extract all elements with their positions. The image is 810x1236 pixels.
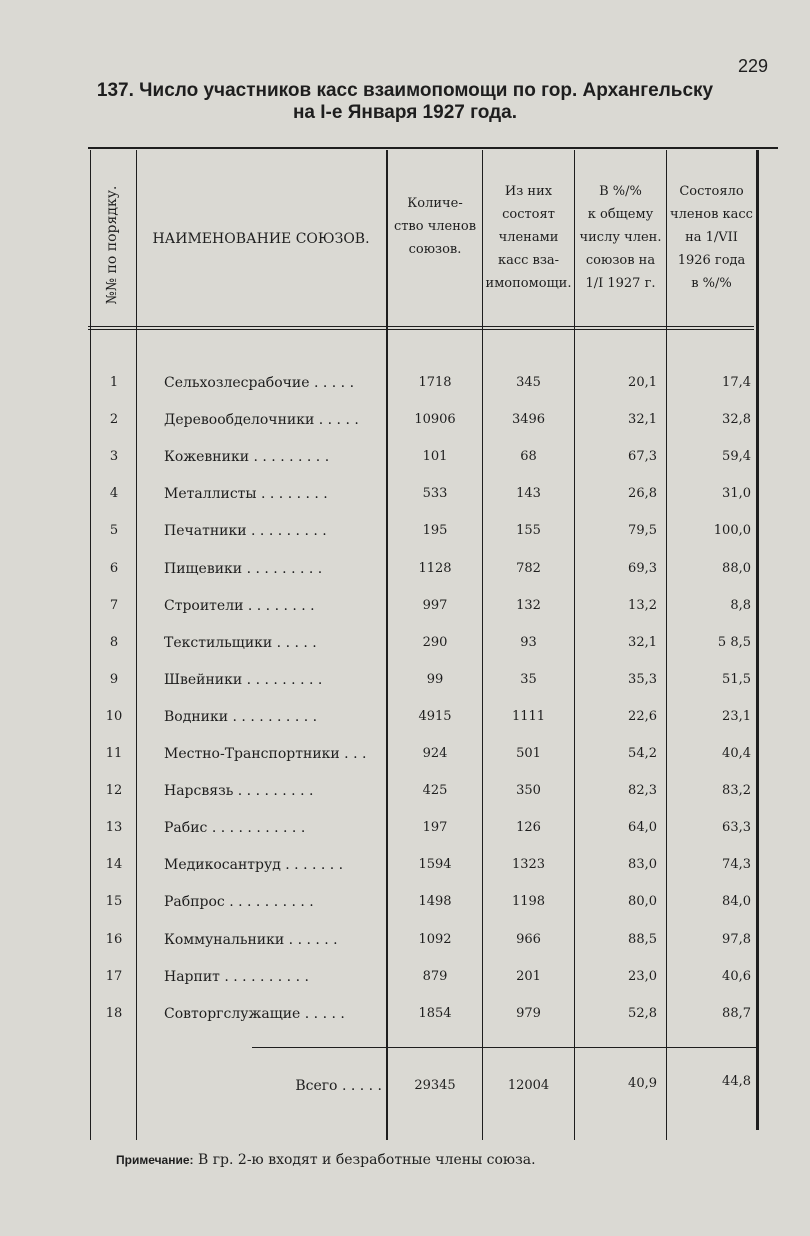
row-number: 8 xyxy=(109,635,119,650)
row-kassa: 126 xyxy=(516,820,541,835)
header-pct xyxy=(575,180,666,295)
row-prev: 63,3 xyxy=(722,820,751,835)
row-number: 14 xyxy=(105,857,123,872)
row-name: Текстильщики . . . . . xyxy=(164,635,317,651)
row-kassa: 345 xyxy=(516,375,541,390)
row-pct: 88,5 xyxy=(628,932,657,947)
header-line: имопомощи. xyxy=(485,276,572,291)
row-number: 15 xyxy=(105,894,123,909)
row-number: 10 xyxy=(105,709,123,724)
row-members: 99 xyxy=(426,672,444,687)
row-members: 1854 xyxy=(418,1006,452,1021)
row-number: 7 xyxy=(109,598,119,613)
row-kassa: 3496 xyxy=(511,412,546,427)
row-name: Водники . . . . . . . . . . xyxy=(164,709,318,725)
row-prev: 8,8 xyxy=(730,598,751,613)
row-members: 197 xyxy=(422,820,448,835)
col-rule-7 xyxy=(756,150,759,1130)
row-kassa: 155 xyxy=(516,523,541,538)
row-number: 3 xyxy=(109,449,119,464)
footnote-label: Примечание: xyxy=(116,1153,194,1167)
total-prev: 44,8 xyxy=(722,1074,751,1089)
header-line: В %/% xyxy=(599,184,642,199)
row-prev: 17,4 xyxy=(722,375,751,390)
row-prev: 40,6 xyxy=(722,969,751,984)
row-number: 6 xyxy=(109,561,119,576)
header-rule xyxy=(88,326,754,327)
row-kassa: 93 xyxy=(520,635,537,650)
row-kassa: 979 xyxy=(516,1006,541,1021)
row-number: 11 xyxy=(105,746,123,761)
row-pct: 67,3 xyxy=(628,449,657,464)
row-pct: 82,3 xyxy=(628,783,657,798)
row-prev: 88,7 xyxy=(722,1006,751,1021)
row-pct: 32,1 xyxy=(628,635,657,650)
header-line: членов касс xyxy=(670,207,753,222)
row-pct: 83,0 xyxy=(628,857,657,872)
row-prev: 88,0 xyxy=(722,561,751,576)
row-members: 1092 xyxy=(418,932,452,947)
row-name: Металлисты . . . . . . . . xyxy=(164,486,328,502)
header-line: союзов на xyxy=(585,253,656,268)
total-label: Всего . . . . . xyxy=(295,1078,382,1094)
header-line: ство членов xyxy=(393,219,477,234)
row-prev: 23,1 xyxy=(722,709,751,724)
row-number: 1 xyxy=(109,375,119,390)
row-kassa: 132 xyxy=(516,598,541,613)
top-rule xyxy=(88,147,778,149)
header-line: состоят xyxy=(502,207,555,222)
total-members: 29345 xyxy=(414,1078,456,1093)
row-members: 1128 xyxy=(418,561,452,576)
row-name: Печатники . . . . . . . . . xyxy=(164,523,327,539)
row-kassa: 1111 xyxy=(511,709,546,724)
row-pct: 23,0 xyxy=(628,969,657,984)
row-pct: 35,3 xyxy=(628,672,657,687)
row-prev: 74,3 xyxy=(722,857,751,872)
total-pct: 40,9 xyxy=(628,1076,657,1091)
row-kassa: 350 xyxy=(516,783,541,798)
row-pct: 54,2 xyxy=(628,746,657,761)
row-members: 924 xyxy=(422,746,448,761)
row-name: Коммунальники . . . . . . xyxy=(164,932,338,948)
row-pct: 52,8 xyxy=(628,1006,657,1021)
row-members: 879 xyxy=(422,969,448,984)
row-number: 18 xyxy=(105,1006,123,1021)
row-pct: 22,6 xyxy=(628,709,657,724)
row-number: 16 xyxy=(105,932,123,947)
table-title-line1: 137. Число участников касс взаимопомощи по гор. Архангельску xyxy=(96,80,714,101)
row-number: 9 xyxy=(109,672,119,687)
header-members xyxy=(388,192,482,261)
header-line: на 1/VII xyxy=(685,230,738,245)
row-name: Сельхозлесрабочие . . . . . xyxy=(164,375,355,391)
row-prev: 40,4 xyxy=(722,746,751,761)
row-number: 5 xyxy=(109,523,119,538)
row-name: Медикосантруд . . . . . . . xyxy=(164,857,344,873)
total-rule xyxy=(252,1047,756,1048)
row-kassa: 1198 xyxy=(511,894,546,909)
row-name: Нарпит . . . . . . . . . . xyxy=(164,969,309,985)
row-pct: 32,1 xyxy=(628,412,657,427)
row-name: Пищевики . . . . . . . . . xyxy=(164,561,323,577)
row-kassa: 201 xyxy=(516,969,541,984)
row-members: 1718 xyxy=(418,375,452,390)
header-rule-double xyxy=(88,329,754,330)
row-prev: 83,2 xyxy=(722,783,751,798)
row-name: Местно-Транспортники . . . xyxy=(164,746,367,762)
table-title-line2: на I-е Января 1927 года. xyxy=(292,102,518,123)
footnote-text: В гр. 2-ю входят и безработные члены союза. xyxy=(193,1152,536,1168)
header-no: №№ по порядку. xyxy=(104,185,120,305)
row-members: 290 xyxy=(422,635,448,650)
row-members: 101 xyxy=(422,449,448,464)
footnote xyxy=(116,1152,536,1168)
col-rule-1 xyxy=(90,150,91,1140)
header-line: союзов. xyxy=(408,242,462,257)
row-prev: 84,0 xyxy=(722,894,751,909)
row-members: 1594 xyxy=(418,857,452,872)
row-kassa: 1323 xyxy=(511,857,546,872)
row-kassa: 143 xyxy=(516,486,541,501)
row-kassa: 966 xyxy=(516,932,541,947)
row-number: 4 xyxy=(109,486,119,501)
header-line: Состояло xyxy=(679,184,744,199)
row-pct: 13,2 xyxy=(628,598,657,613)
row-members: 533 xyxy=(422,486,448,501)
row-prev: 97,8 xyxy=(722,932,751,947)
row-pct: 64,0 xyxy=(628,820,657,835)
header-line: в %/% xyxy=(691,276,732,291)
row-name: Швейники . . . . . . . . . xyxy=(164,672,323,688)
header-line: членами xyxy=(498,230,559,245)
row-name: Совторгслужащие . . . . . xyxy=(164,1006,345,1022)
row-prev: 32,8 xyxy=(722,412,751,427)
header-prev xyxy=(667,180,756,295)
row-members: 425 xyxy=(422,783,448,798)
row-members: 997 xyxy=(422,598,448,613)
row-kassa: 782 xyxy=(516,561,541,576)
row-name: Рабис . . . . . . . . . . . xyxy=(164,820,306,836)
row-number: 13 xyxy=(105,820,123,835)
row-kassa: 68 xyxy=(520,449,537,464)
header-line: числу член. xyxy=(579,230,662,245)
header-kassa xyxy=(483,180,574,295)
row-number: 12 xyxy=(105,783,123,798)
row-members: 4915 xyxy=(418,709,452,724)
row-prev: 100,0 xyxy=(713,523,751,538)
row-kassa: 501 xyxy=(516,746,541,761)
row-prev: 5 8,5 xyxy=(717,635,751,650)
header-line: 1/I 1927 г. xyxy=(585,276,656,291)
row-pct: 79,5 xyxy=(628,523,657,538)
row-pct: 26,8 xyxy=(628,486,657,501)
row-name: Нарсвязь . . . . . . . . . xyxy=(164,783,314,799)
row-members: 1498 xyxy=(418,894,452,909)
row-number: 17 xyxy=(105,969,123,984)
row-kassa: 35 xyxy=(520,672,537,687)
row-name: Деревообделочники . . . . . xyxy=(164,412,359,428)
col-rule-2 xyxy=(136,150,137,1140)
row-prev: 51,5 xyxy=(722,672,751,687)
row-pct: 69,3 xyxy=(628,561,657,576)
header-line: касс вза- xyxy=(497,253,560,268)
row-number: 2 xyxy=(109,412,119,427)
header-name: НАИМЕНОВАНИЕ СОЮЗОВ. xyxy=(152,231,370,247)
row-name: Строители . . . . . . . . xyxy=(164,598,315,614)
row-prev: 31,0 xyxy=(722,486,751,501)
total-kassa: 12004 xyxy=(507,1078,550,1093)
row-name: Кожевники . . . . . . . . . xyxy=(164,449,330,465)
page-number: 229 xyxy=(738,56,769,76)
row-name: Рабпрос . . . . . . . . . . xyxy=(164,894,314,910)
row-members: 195 xyxy=(422,523,448,538)
header-line: Количе- xyxy=(407,196,463,211)
header-line: 1926 года xyxy=(677,253,746,268)
header-line: Из них xyxy=(504,184,553,199)
row-pct: 80,0 xyxy=(628,894,657,909)
row-members: 10906 xyxy=(414,412,456,427)
row-prev: 59,4 xyxy=(722,449,751,464)
header-line: к общему xyxy=(587,207,654,222)
row-pct: 20,1 xyxy=(628,375,657,390)
